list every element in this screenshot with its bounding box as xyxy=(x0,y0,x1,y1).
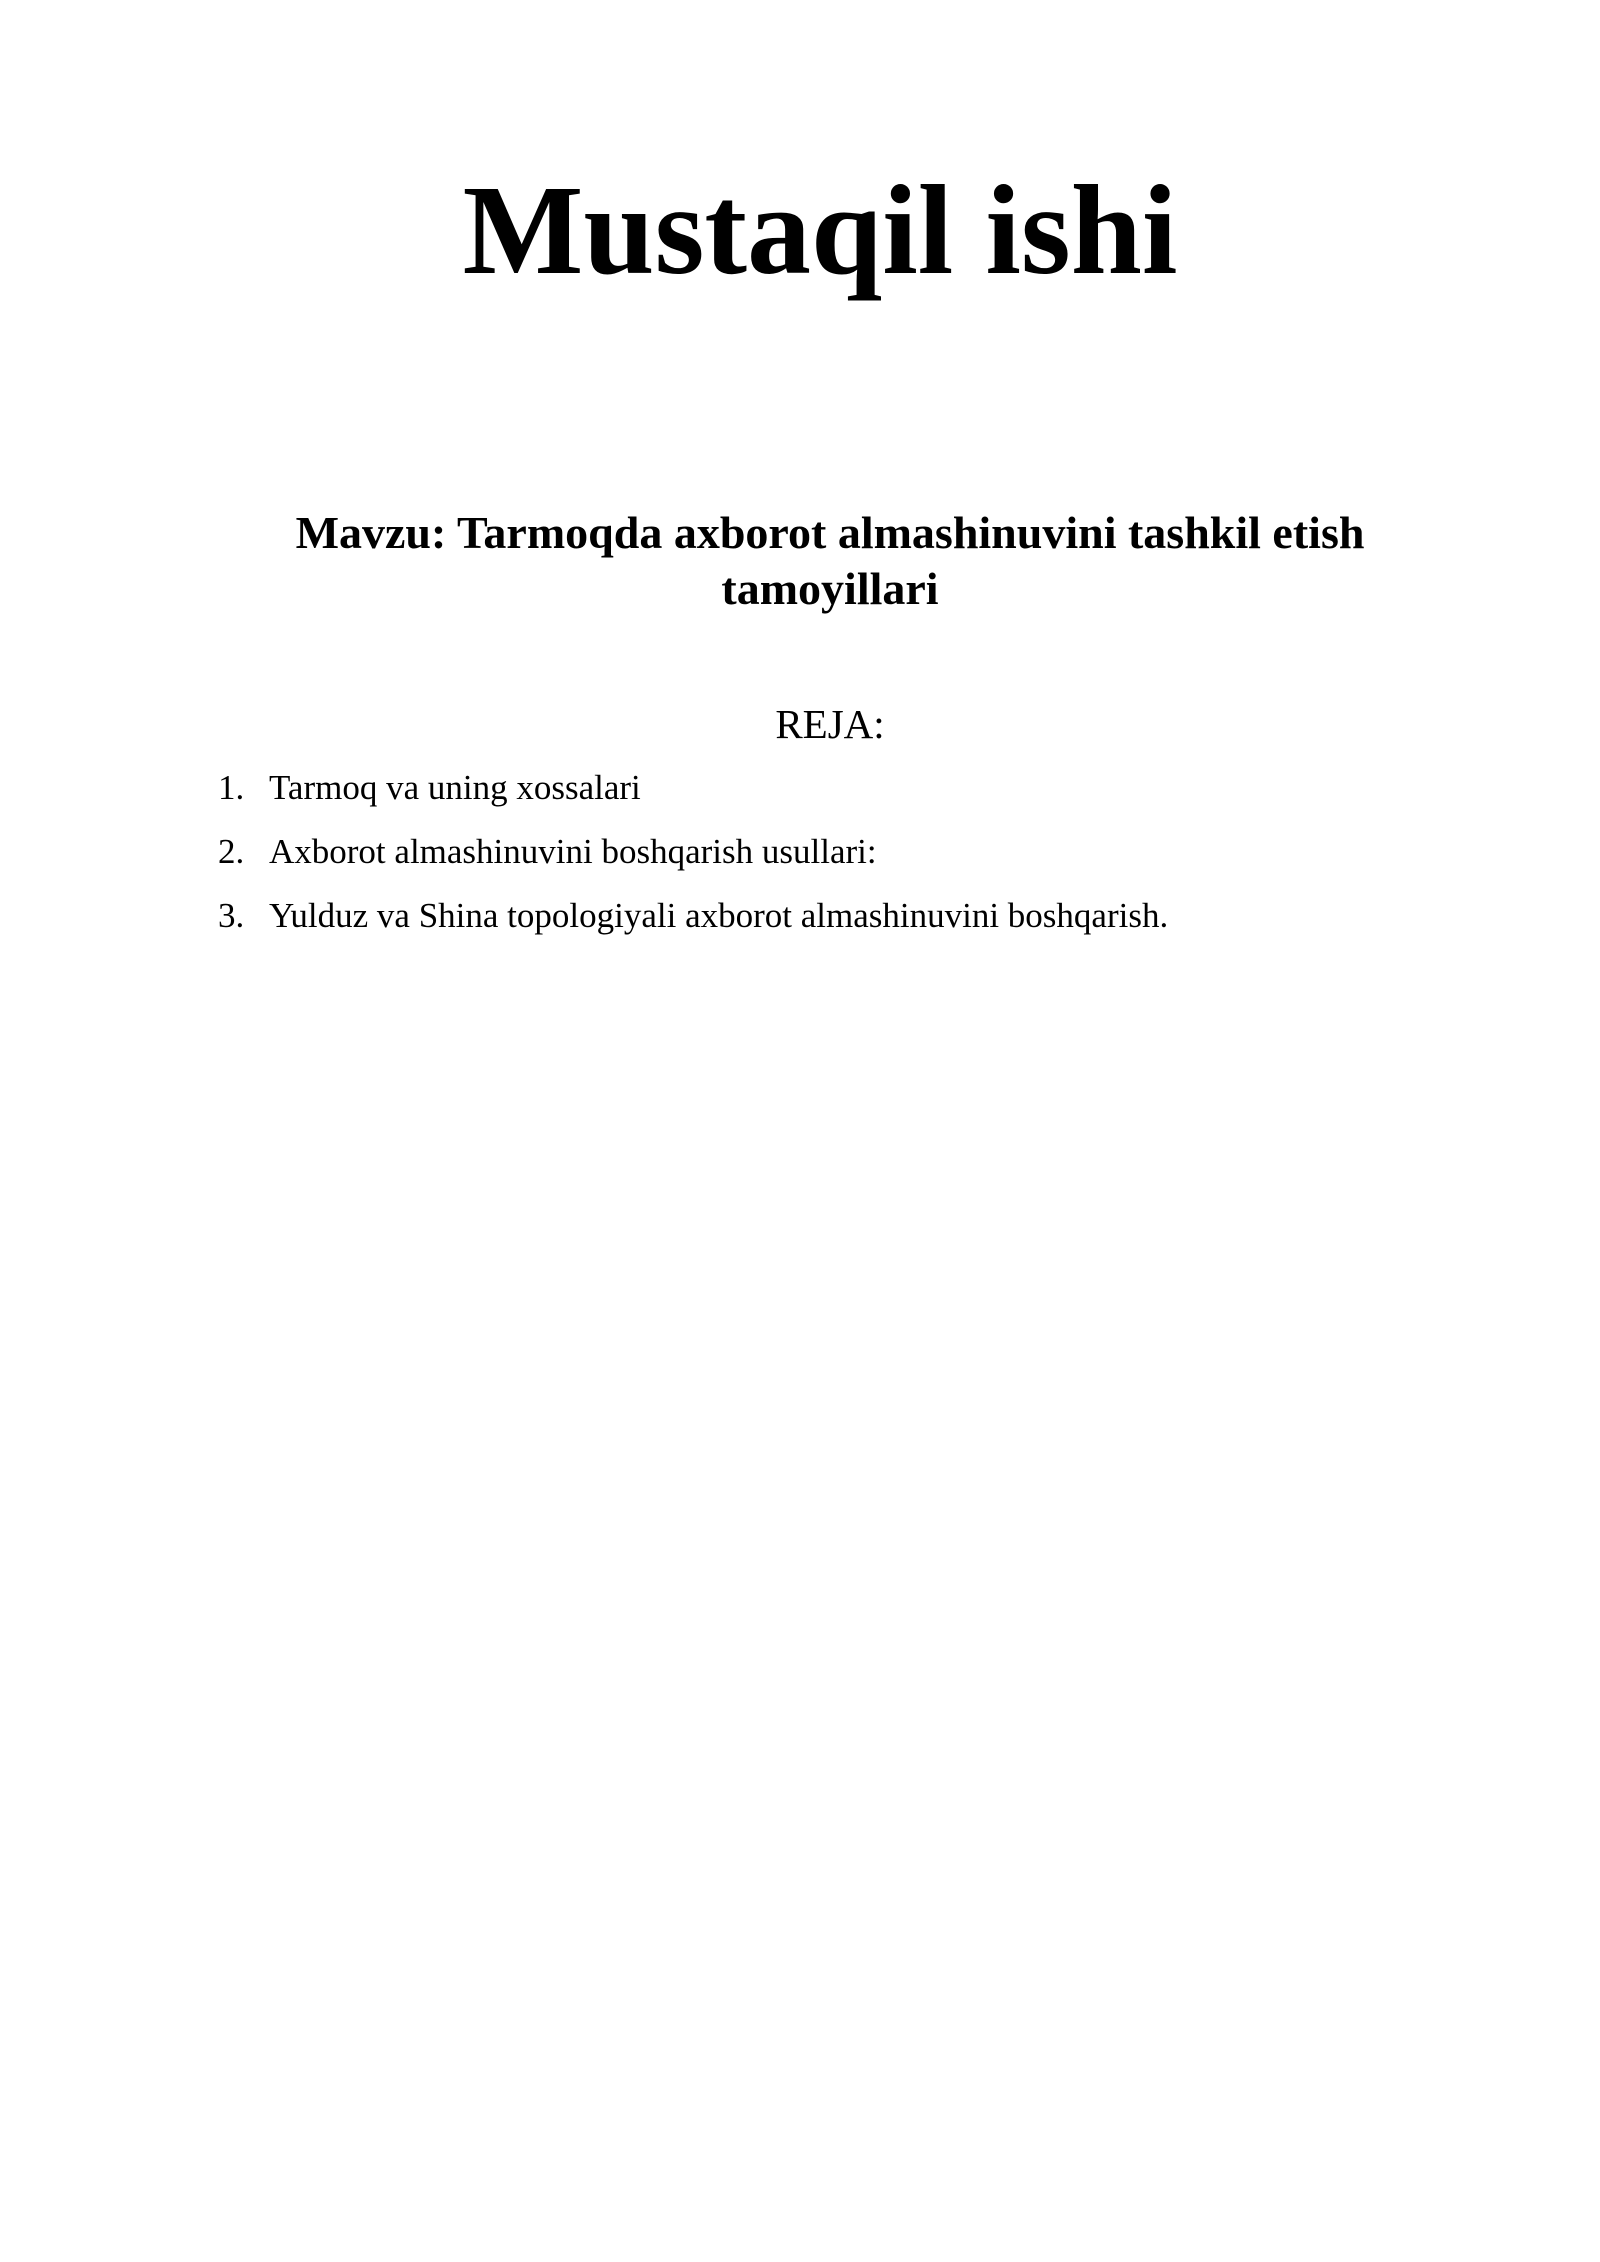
plan-item-number: 2. xyxy=(218,832,245,871)
document-title: Mustaqil ishi xyxy=(462,159,1178,301)
plan-item-text: Yulduz va Shina topologiyali axborot almashinuvini boshqarish. xyxy=(269,896,1169,935)
plan-list xyxy=(218,765,1518,957)
plan-item-number: 1. xyxy=(218,768,245,807)
plan-item-number: 3. xyxy=(218,896,245,935)
plan-item xyxy=(218,893,1518,957)
plan-item-text: Tarmoq va uning xossalari xyxy=(269,768,641,807)
document-subject: Mavzu: Tarmoqda axborot almashinuvini tashkil etish tamoyillari xyxy=(295,507,1365,614)
plan-item xyxy=(218,765,1518,829)
plan-heading: REJA: xyxy=(775,701,885,747)
plan-item-text: Axborot almashinuvini boshqarish usullari: xyxy=(269,832,877,871)
plan-item xyxy=(218,829,1518,893)
